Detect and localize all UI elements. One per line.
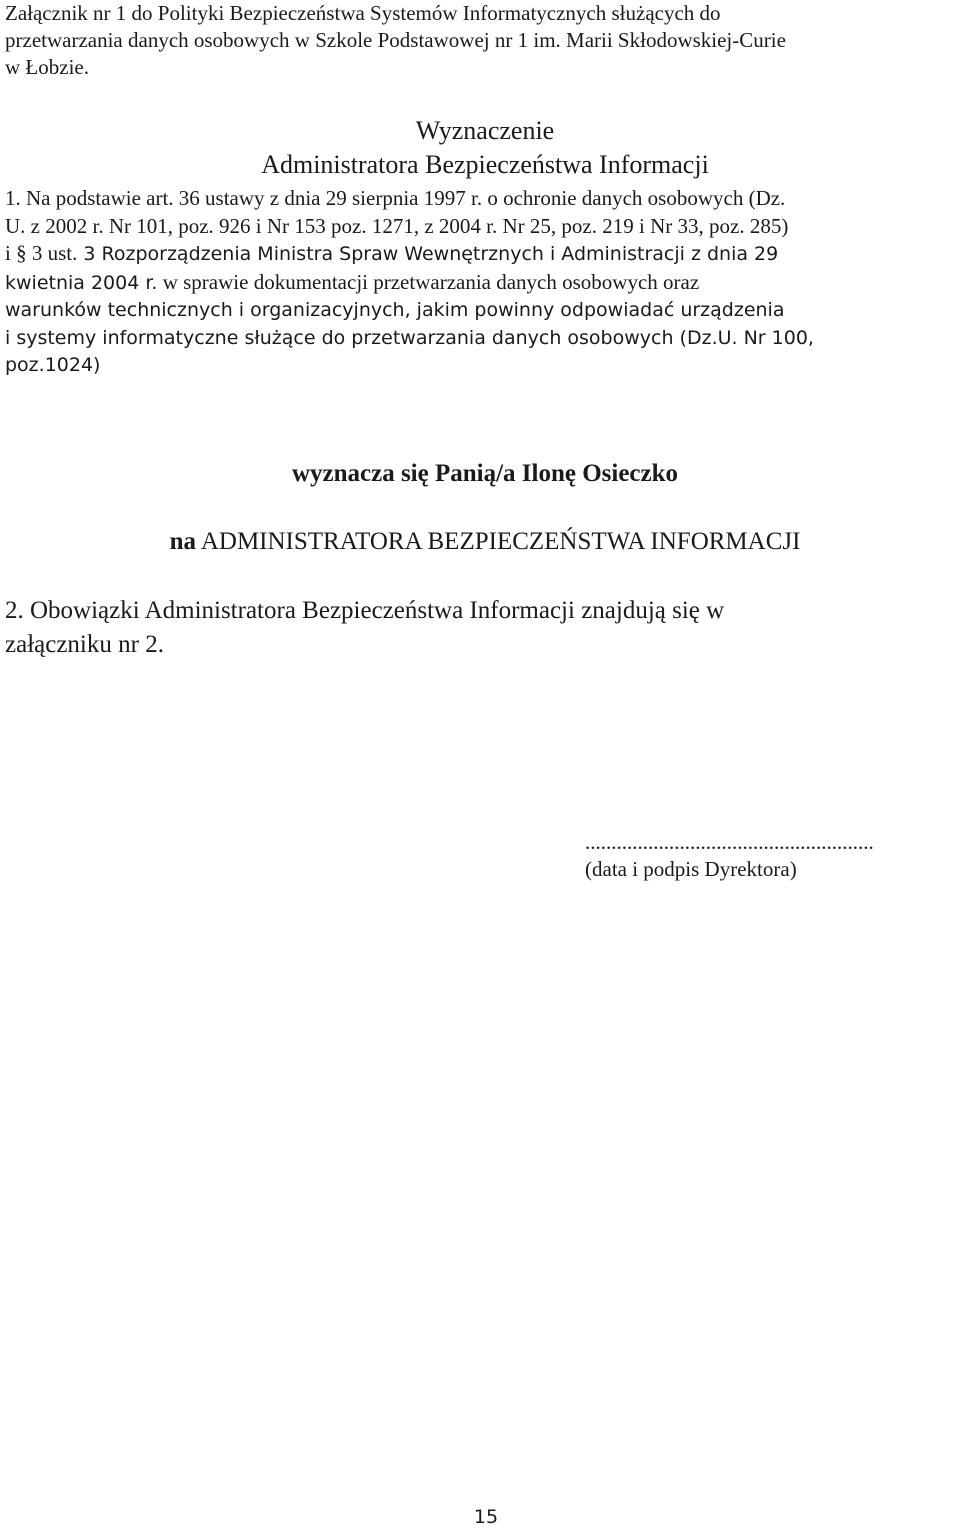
- role-statement: [0, 525, 960, 559]
- document-title: [0, 114, 960, 182]
- header-line-3: w Łobzie.: [5, 55, 89, 79]
- page-number: 15: [473, 1506, 499, 1528]
- header-line-2: przetwarzania danych osobowych w Szkole Podstawowej nr 1 im. Marii Skłodowskiej-Curie: [5, 28, 786, 52]
- signature-block: [585, 829, 945, 883]
- paragraph1-line-3-sans: 3 Rozporządzenia Ministra Spraw Wewnętrznych i Administracji z dnia 29: [77, 243, 779, 265]
- paragraph1-line-1: 1. Na podstawie art. 36 ustawy z dnia 29 sierpnia 1997 r. o ochronie danych osobowych (Dz.: [5, 186, 786, 210]
- duties-paragraph: [5, 594, 945, 662]
- role-prefix: na: [169, 528, 196, 555]
- role-name: ADMINISTRATORA BEZPIECZEŃSTWA INFORMACJI: [200, 528, 801, 555]
- paragraph1-line-3: [5, 240, 945, 269]
- paragraph1-line-3-serif: i § 3 ust.: [5, 241, 78, 265]
- paragraph1-line-7: poz.1024): [5, 354, 101, 376]
- attachment-header: [5, 0, 945, 81]
- paragraph1-line-6: i systemy informatyczne służące do przetwarzania danych osobowych (Dz.U. Nr 100,: [5, 326, 814, 349]
- title-line-2: Administratora Bezpieczeństwa Informacji: [261, 150, 709, 179]
- header-line-1: Załącznik nr 1 do Polityki Bezpieczeństwa Systemów Informatycznych służących do: [5, 1, 721, 25]
- paragraph1-line-4-sans: kwietnia 2004 r.: [5, 271, 158, 294]
- title-line-1: Wyznaczenie: [415, 116, 555, 145]
- designation-statement: wyznacza się Panią/a Ilonę Osieczko: [291, 460, 679, 487]
- paragraph1-line-4: [5, 269, 945, 298]
- signature-line: .......................................................: [585, 830, 874, 854]
- paragraph1-line-2: U. z 2002 r. Nr 101, poz. 926 i Nr 153 poz. 1271, z 2004 r. Nr 25, poz. 219 i Nr 33, poz. 285): [5, 213, 789, 238]
- paragraph1-line-4-serif: w sprawie dokumentacji przetwarzania danych osobowych oraz: [157, 269, 700, 294]
- legal-basis-paragraph: [5, 185, 945, 380]
- signature-caption: (data i podpis Dyrektora): [585, 857, 797, 881]
- paragraph2-line-1: 2. Obowiązki Administratora Bezpieczeństwa Informacji znajdują się w: [5, 597, 725, 624]
- paragraph1-line-5: warunków technicznych i organizacyjnych, jakim powinny odpowiadać urządzenia: [5, 299, 785, 321]
- paragraph2-line-2: załączniku nr 2.: [5, 631, 164, 658]
